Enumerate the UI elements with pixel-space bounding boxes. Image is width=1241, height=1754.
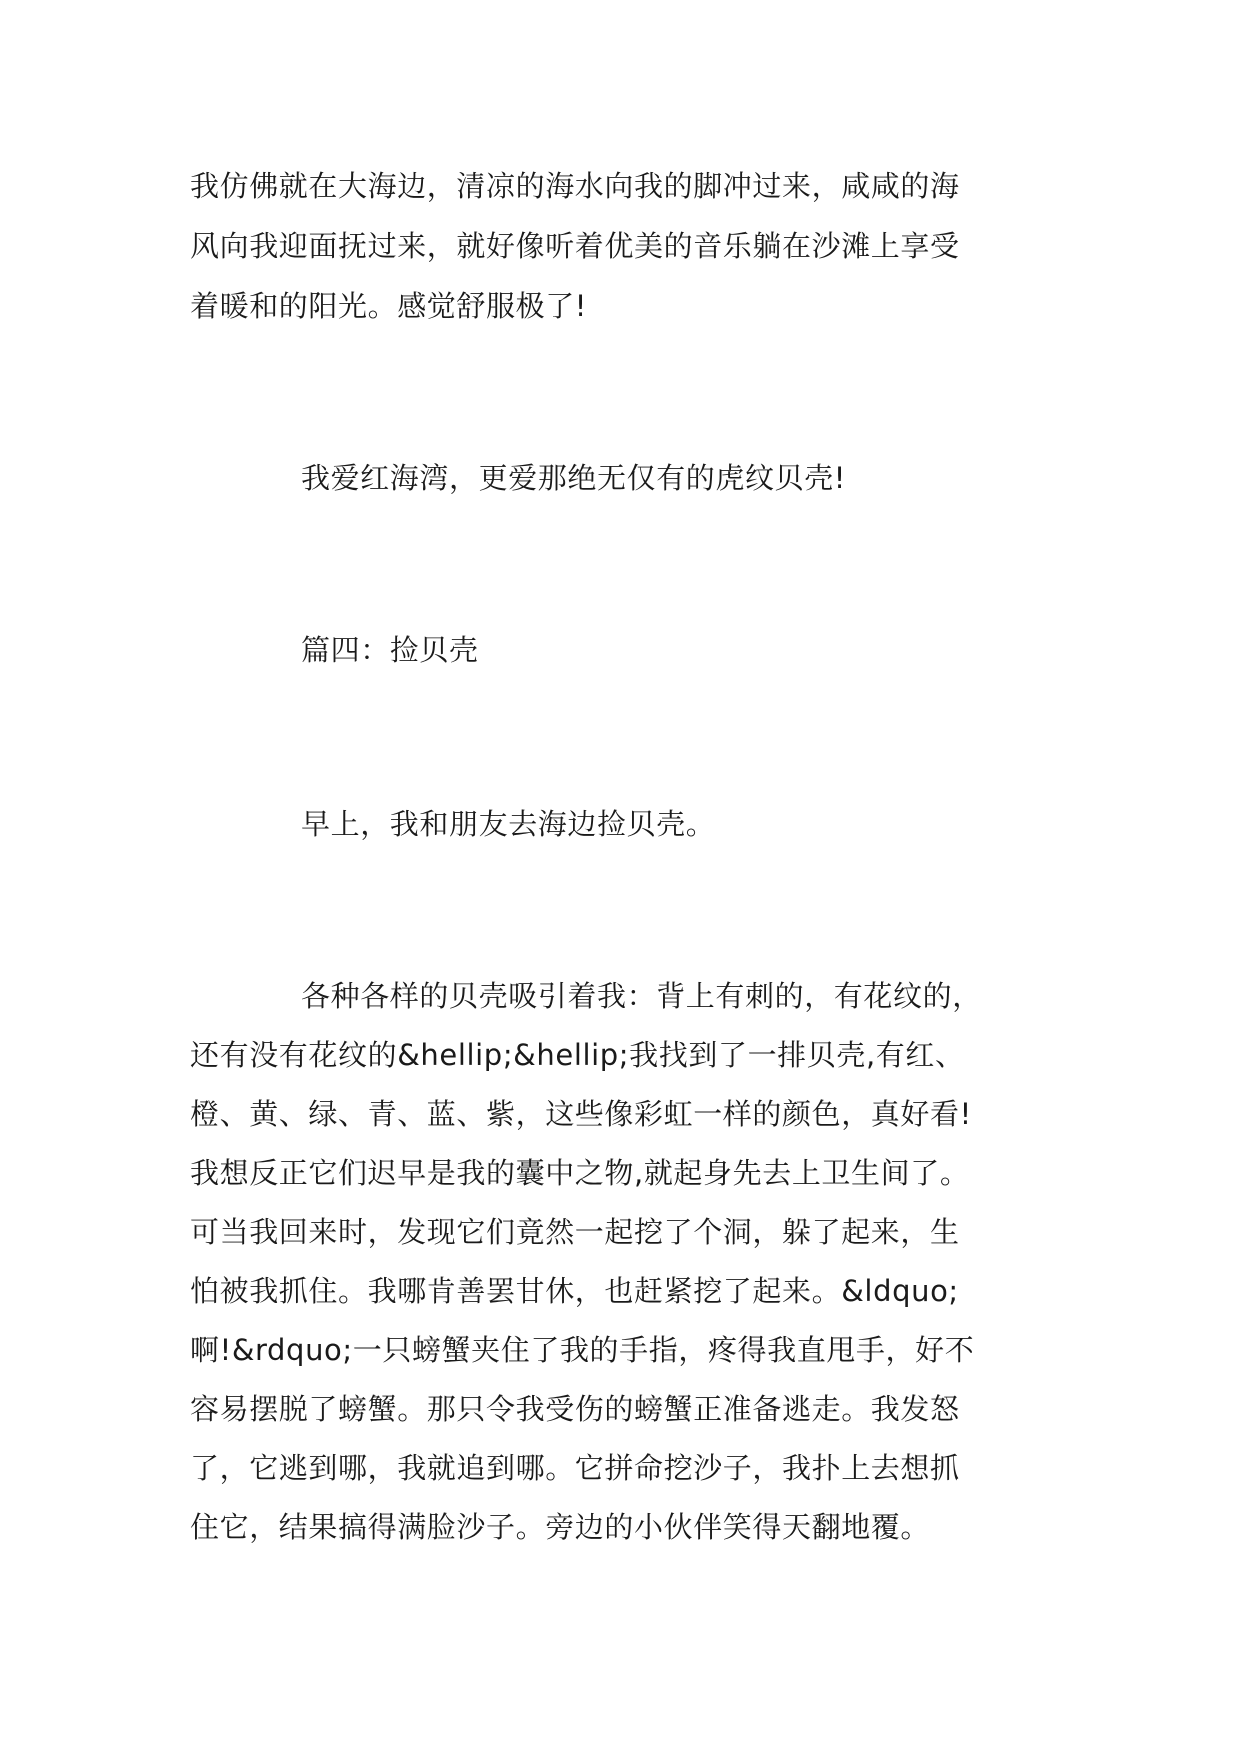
paragraph-3-line-1: 早上，我和朋友去海边捡贝壳。 xyxy=(301,807,716,841)
paragraph-4-line-8: 容易摆脱了螃蟹。那只令我受伤的螃蟹正准备逃走。我发怒 xyxy=(190,1392,960,1426)
paragraph-4-line-6: 怕被我抓住。我哪肯善罢甘休，也赶紧挖了起来。&ldquo; xyxy=(190,1274,959,1308)
paragraph-4-line-9: 了，它逃到哪，我就追到哪。它拼命挖沙子，我扑上去想抓 xyxy=(190,1451,960,1485)
paragraph-1-line-2: 风向我迎面抚过来，就好像听着优美的音乐躺在沙滩上享受 xyxy=(190,229,960,263)
paragraph-4-line-3: 橙、黄、绿、青、蓝、紫，这些像彩虹一样的颜色，真好看! xyxy=(190,1097,972,1131)
paragraph-2-line-1: 我爱红海湾，更爱那绝无仅有的虎纹贝壳! xyxy=(301,461,847,495)
paragraph-4-line-2: 还有没有花纹的&hellip;&hellip;我找到了一排贝壳,有红、 xyxy=(190,1038,965,1072)
paragraph-1-line-1: 我仿佛就在大海边，清凉的海水向我的脚冲过来，咸咸的海 xyxy=(190,169,960,203)
paragraph-4-line-1: 各种各样的贝壳吸引着我：背上有刺的，有花纹的， xyxy=(301,979,982,1013)
section-heading: 篇四：捡贝壳 xyxy=(301,633,479,667)
paragraph-4-line-10: 住它，结果搞得满脸沙子。旁边的小伙伴笑得天翻地覆。 xyxy=(190,1510,931,1544)
paragraph-4-line-7: 啊!&rdquo;一只螃蟹夹住了我的手指，疼得我直甩手，好不 xyxy=(190,1333,975,1367)
paragraph-4-line-5: 可当我回来时，发现它们竟然一起挖了个洞，躲了起来，生 xyxy=(190,1215,960,1249)
paragraph-1-line-3: 着暖和的阳光。感觉舒服极了! xyxy=(190,289,588,323)
paragraph-4-line-4: 我想反正它们迟早是我的囊中之物,就起身先去上卫生间了。 xyxy=(190,1156,970,1190)
